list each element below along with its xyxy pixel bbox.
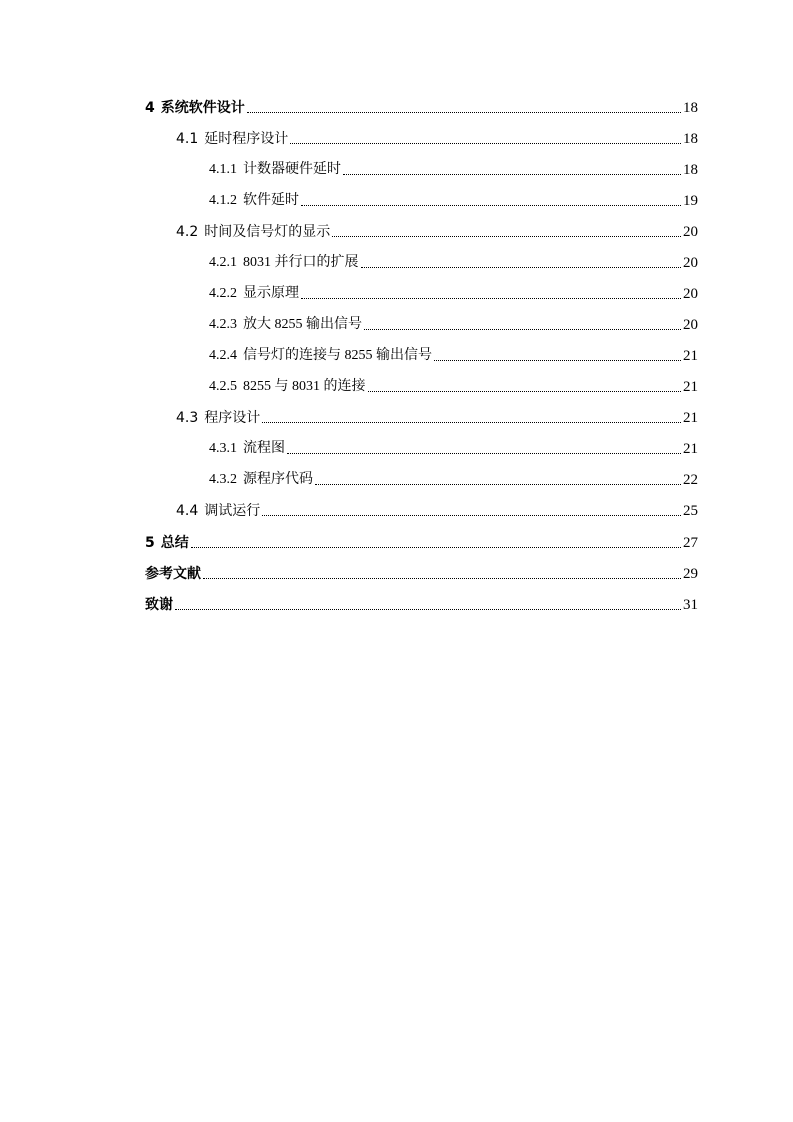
toc-entry-label — [209, 379, 366, 395]
toc-entry-label — [209, 317, 362, 333]
toc-entry-number: 4.3.2 — [209, 472, 237, 487]
toc-entry-number: 4.3 — [176, 410, 199, 426]
toc-entry-4-1-1[interactable] — [0, 156, 698, 178]
toc-entry-page: 20 — [683, 255, 698, 271]
toc-entry-page: 25 — [683, 503, 698, 519]
toc-entry-label — [176, 410, 260, 426]
toc-entry-label — [209, 472, 313, 488]
toc-entry-page: 31 — [683, 597, 698, 613]
toc-entry-label — [176, 503, 260, 519]
toc-entry-label — [209, 441, 285, 457]
dot-leader — [343, 173, 681, 175]
toc-entry-page: 20 — [683, 286, 698, 302]
toc-entry-title: 放大 8255 输出信号 — [243, 317, 362, 332]
toc-entry-number: 4.1.1 — [209, 162, 237, 177]
toc-entry-number: 4.2.2 — [209, 286, 237, 301]
toc-entry-number: 4.2.1 — [209, 255, 237, 270]
toc-entry-title: 软件延时 — [243, 193, 299, 208]
toc-entry-title: 8031 并行口的扩展 — [243, 255, 359, 270]
toc-entry-page: 18 — [683, 162, 698, 178]
toc-entry-4[interactable] — [0, 94, 698, 116]
toc-entry-page: 21 — [683, 410, 698, 426]
dot-leader — [262, 421, 681, 423]
toc-entry-4-2-2[interactable] — [0, 280, 698, 302]
dot-leader — [247, 111, 681, 113]
toc-entry-page: 27 — [683, 535, 698, 551]
toc-entry-page: 21 — [683, 348, 698, 364]
dot-leader — [301, 204, 681, 206]
toc-entry-page: 18 — [683, 131, 698, 147]
toc-entry-label — [145, 566, 201, 582]
toc-entry-number: 4.2.5 — [209, 379, 237, 394]
toc-entry-4-3[interactable] — [0, 404, 698, 426]
toc-entry-title: 总结 — [160, 535, 189, 551]
toc-entry-title: 延时程序设计 — [204, 131, 289, 147]
toc-entry-acknowledgements[interactable] — [0, 591, 698, 613]
toc-entry-number: 4.3.1 — [209, 441, 237, 456]
toc-entry-label — [209, 193, 299, 209]
toc-entry-page: 21 — [683, 379, 698, 395]
toc-entry-number: 4.2 — [176, 224, 199, 240]
dot-leader — [175, 608, 681, 610]
toc-entry-title: 流程图 — [243, 441, 285, 456]
toc-entry-title: 8255 与 8031 的连接 — [243, 379, 366, 394]
toc-entry-references[interactable] — [0, 560, 698, 582]
toc-entry-4-2-4[interactable] — [0, 342, 698, 364]
toc-entry-title: 计数器硬件延时 — [243, 162, 341, 177]
dot-leader — [191, 546, 681, 548]
toc-entry-page: 20 — [683, 224, 698, 240]
toc-entry-label — [145, 535, 189, 551]
dot-leader — [262, 514, 681, 516]
toc-entry-title: 信号灯的连接与 8255 输出信号 — [243, 348, 432, 363]
toc-entry-page: 20 — [683, 317, 698, 333]
toc-entry-title: 系统软件设计 — [160, 100, 245, 116]
dot-leader — [368, 390, 682, 392]
toc-entry-label — [209, 162, 341, 178]
toc-entry-4-2-5[interactable] — [0, 373, 698, 395]
toc-entry-title: 时间及信号灯的显示 — [204, 224, 331, 240]
toc-entry-number: 4.2.3 — [209, 317, 237, 332]
dot-leader — [301, 297, 681, 299]
toc-entry-number: 4.4 — [176, 503, 199, 519]
toc-entry-4-3-2[interactable] — [0, 466, 698, 488]
toc-entry-label — [145, 100, 245, 116]
dot-leader — [364, 328, 681, 330]
dot-leader — [203, 577, 681, 579]
toc-entry-label — [209, 255, 359, 271]
toc-entry-4-3-1[interactable] — [0, 435, 698, 457]
toc-entry-number: 5 — [145, 535, 155, 551]
toc-entry-page: 19 — [683, 193, 698, 209]
toc-entry-4-2-1[interactable] — [0, 249, 698, 271]
dot-leader — [332, 235, 681, 237]
toc-entry-page: 18 — [683, 100, 698, 116]
toc-entry-label — [145, 597, 173, 613]
toc-entry-title: 显示原理 — [243, 286, 299, 301]
toc-entry-label — [176, 131, 288, 147]
toc-entry-label — [209, 286, 299, 302]
toc-entry-title: 致谢 — [145, 597, 173, 613]
dot-leader — [315, 483, 681, 485]
dot-leader — [434, 359, 681, 361]
dot-leader — [290, 142, 681, 144]
toc-entry-title: 调试运行 — [204, 503, 261, 519]
toc-entry-title: 程序设计 — [204, 410, 261, 426]
toc-entry-label — [176, 224, 330, 240]
toc-entry-4-2[interactable] — [0, 218, 698, 240]
toc-entry-number: 4.2.4 — [209, 348, 237, 363]
toc-entry-4-4[interactable] — [0, 497, 698, 519]
toc-entry-4-1-2[interactable] — [0, 187, 698, 209]
toc-entry-page: 22 — [683, 472, 698, 488]
toc-entry-title: 参考文献 — [145, 566, 201, 582]
toc-entry-4-1[interactable] — [0, 125, 698, 147]
toc-entry-label — [209, 348, 432, 364]
dot-leader — [361, 266, 682, 268]
toc-entry-number: 4.1.2 — [209, 193, 237, 208]
toc-entry-5[interactable] — [0, 529, 698, 551]
toc-entry-page: 21 — [683, 441, 698, 457]
dot-leader — [287, 452, 681, 454]
toc-entry-4-2-3[interactable] — [0, 311, 698, 333]
toc-entry-number: 4.1 — [176, 131, 199, 147]
toc-entry-page: 29 — [683, 566, 698, 582]
toc-entry-number: 4 — [145, 100, 155, 116]
toc-entry-title: 源程序代码 — [243, 472, 313, 487]
